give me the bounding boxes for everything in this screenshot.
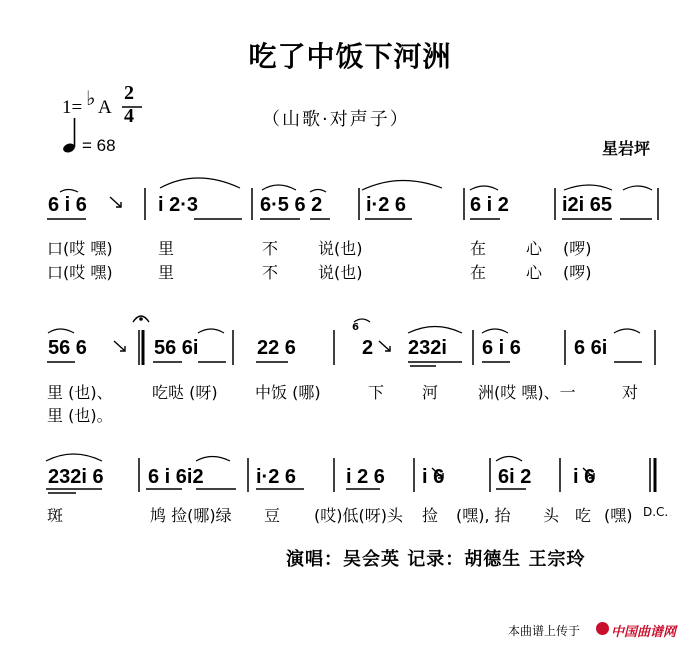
measure-note: 22 6 (257, 337, 296, 359)
measure-note: i·2 6 (366, 194, 407, 216)
measure-note: 6·5 6 2 (260, 194, 323, 216)
lyric: 对 (622, 383, 639, 402)
lyric: 在 (470, 263, 487, 282)
lyric: 捡 (422, 506, 439, 525)
lyric: 斑 (47, 506, 64, 525)
da-capo-mark: D.C. (643, 505, 669, 519)
lyric: 里 (158, 263, 175, 282)
grace-note: 6 (352, 322, 359, 333)
lyric: 下 (368, 383, 385, 402)
lyric: 鸠 捡(哪)绿 (150, 506, 232, 525)
measure-note: i 6 (422, 466, 445, 488)
lyric: 口(哎 嘿) (47, 239, 113, 258)
lyric: 头 (543, 506, 560, 525)
measure-note: 6 i 2 (470, 194, 509, 216)
measure-note: 6 6i (574, 337, 608, 359)
tempo-marking: = 68 (82, 136, 116, 155)
measure-note: 6i 2 (498, 466, 532, 488)
lyric: 心 (526, 263, 543, 282)
lyric: 在 (470, 239, 487, 258)
lyric: 不 (262, 263, 279, 282)
lyric: 说(也) (318, 239, 363, 258)
lyric: 洲(哎 嘿)、一 (478, 383, 576, 402)
lyric: (嘿) (604, 506, 633, 525)
lyric: 里 (也)、 (47, 383, 113, 402)
time-signature-top: 2 (124, 82, 134, 104)
lyric: 吃哒 (呀) (152, 383, 218, 402)
lyric: 里 (158, 239, 175, 258)
lyric: 说(也) (318, 263, 363, 282)
site-logo-icon (596, 622, 609, 635)
lyric: 口(哎 嘿) (47, 263, 113, 282)
lyric: 中饭 (哪) (255, 383, 321, 402)
measure-note: 6 i 6i2 (148, 466, 204, 488)
measure-note: 56 6 (48, 337, 87, 359)
song-subtitle: （山歌·对声子） (262, 109, 410, 130)
measure-note: 232i 6 (48, 466, 104, 488)
flat-sign: ♭ (86, 86, 96, 110)
measure-note: i·2 6 (256, 466, 297, 488)
measure-note: 6 i 6 (48, 194, 87, 216)
lyric: (啰) (563, 239, 592, 258)
measure-note: i 2·3 (158, 194, 199, 216)
performance-credits: 演唱：吴会英 记录：胡德生 王宗玲 (286, 549, 586, 570)
lyric: 豆 (264, 506, 281, 525)
measure-note: 2 (362, 337, 374, 359)
site-logo-text[interactable]: 中国曲谱网 (611, 625, 677, 640)
measure-note: i 6 (573, 466, 596, 488)
lyric: (哎)低(呀)头 (314, 506, 403, 525)
measure-note: 56 6i (154, 337, 199, 359)
measure-note: i2i 65 (562, 194, 613, 216)
lyric: 河 (422, 383, 439, 402)
lyric: (啰) (563, 263, 592, 282)
lyric: 不 (262, 239, 279, 258)
lyric: (嘿), 抬 (456, 506, 511, 525)
measure-note: i 2 6 (346, 466, 385, 488)
lyric: 心 (526, 239, 543, 258)
song-title: 吃了中饭下河洲 (248, 40, 452, 73)
footer-text: 本曲谱上传于 (508, 624, 581, 638)
key-note: A (98, 97, 112, 118)
time-signature-bottom: 4 (124, 105, 134, 127)
lyric: 吃 (575, 506, 592, 525)
measure-note: 232i (408, 337, 447, 359)
measure-note: 6 i 6 (482, 337, 521, 359)
region-label: 星岩坪 (602, 139, 651, 158)
key-signature-label: 1= (62, 97, 83, 118)
lyric: 里 (也)。 (47, 406, 113, 425)
